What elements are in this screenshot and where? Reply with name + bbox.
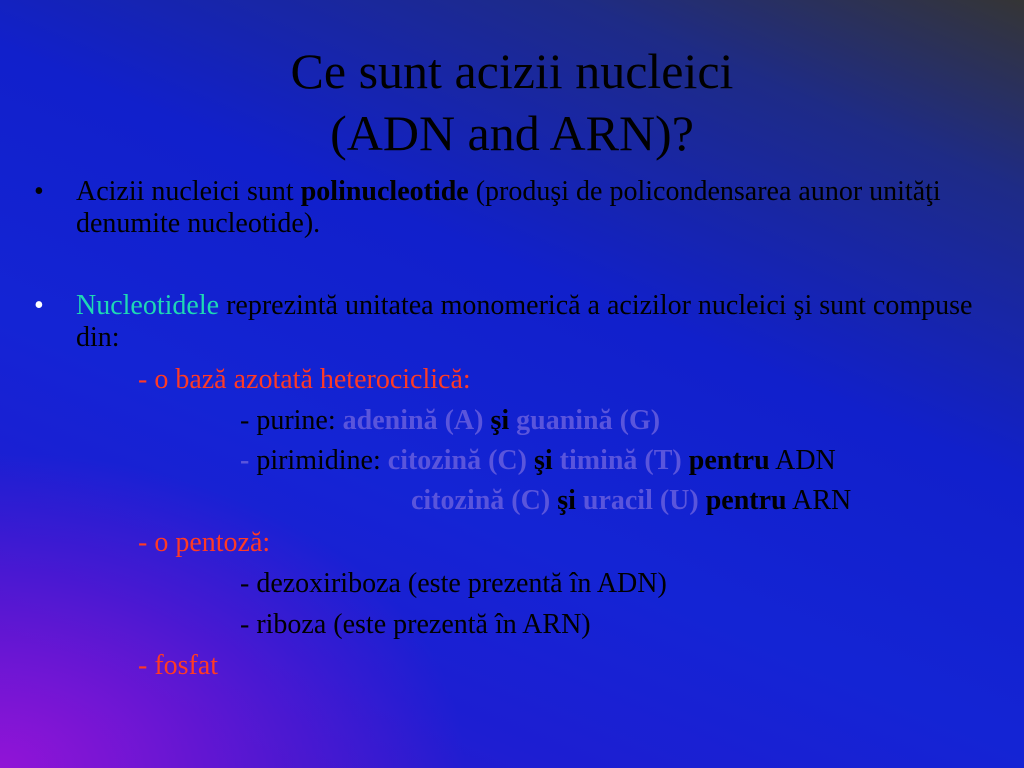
bullet-rest: (produşi de policondensarea aunor unităţi denumite nucleotide).	[76, 176, 941, 239]
thymine-text: timină (T)	[559, 445, 682, 476]
item-pentose: - o pentoză:	[138, 527, 271, 558]
bullet-intro: Acizii nucleici sunt	[76, 176, 301, 207]
title-line-1: Ce sunt acizii nucleici	[290, 43, 734, 99]
cytosine-text: citozină (C)	[411, 485, 551, 516]
arn-text: ARN	[786, 485, 852, 516]
bullet-rest: reprezintă unitatea monomerică a acizilor nucleici şi sunt compuse din:	[76, 290, 973, 353]
bullet-marker: •	[34, 290, 44, 321]
adenine-text: adenină (A)	[342, 405, 484, 436]
and-text: şi	[557, 485, 576, 516]
cytosine-text: citozină (C)	[387, 445, 527, 476]
for-text: pentru	[688, 445, 770, 476]
item-ribose: - riboza (este prezentă în ARN)	[240, 609, 591, 640]
pyrimidine-dash: -	[240, 445, 257, 476]
bold-term: polinucleotide	[300, 176, 469, 207]
guanine-text: guanină (G)	[516, 405, 661, 436]
uracil-text: uracil (U)	[582, 485, 699, 516]
for-text: pentru	[705, 485, 787, 516]
pyrimidine-label: pirimidine:	[256, 445, 388, 476]
nucleotide-term: Nucleotidele	[76, 290, 220, 321]
bullet-text	[76, 176, 1001, 240]
item-deoxyribose: - dezoxiriboza (este prezentă în ADN)	[240, 568, 667, 599]
item-pyrimidine-arn	[411, 485, 851, 517]
item-purine	[240, 405, 660, 437]
item-pyrimidine-adn	[240, 445, 836, 477]
and-text: şi	[533, 445, 553, 476]
adn-text: ADN	[769, 445, 836, 476]
title-line-2: (ADN and ARN)?	[330, 105, 694, 161]
item-base: - o bază azotată heterociclică:	[138, 364, 471, 395]
purine-label: - purine:	[240, 405, 343, 436]
bullet-text	[76, 290, 1001, 354]
bullet-marker: •	[34, 176, 44, 207]
item-phosphate: - fosfat	[138, 650, 219, 681]
and-text: şi	[490, 405, 510, 436]
slide-title	[0, 40, 1024, 164]
